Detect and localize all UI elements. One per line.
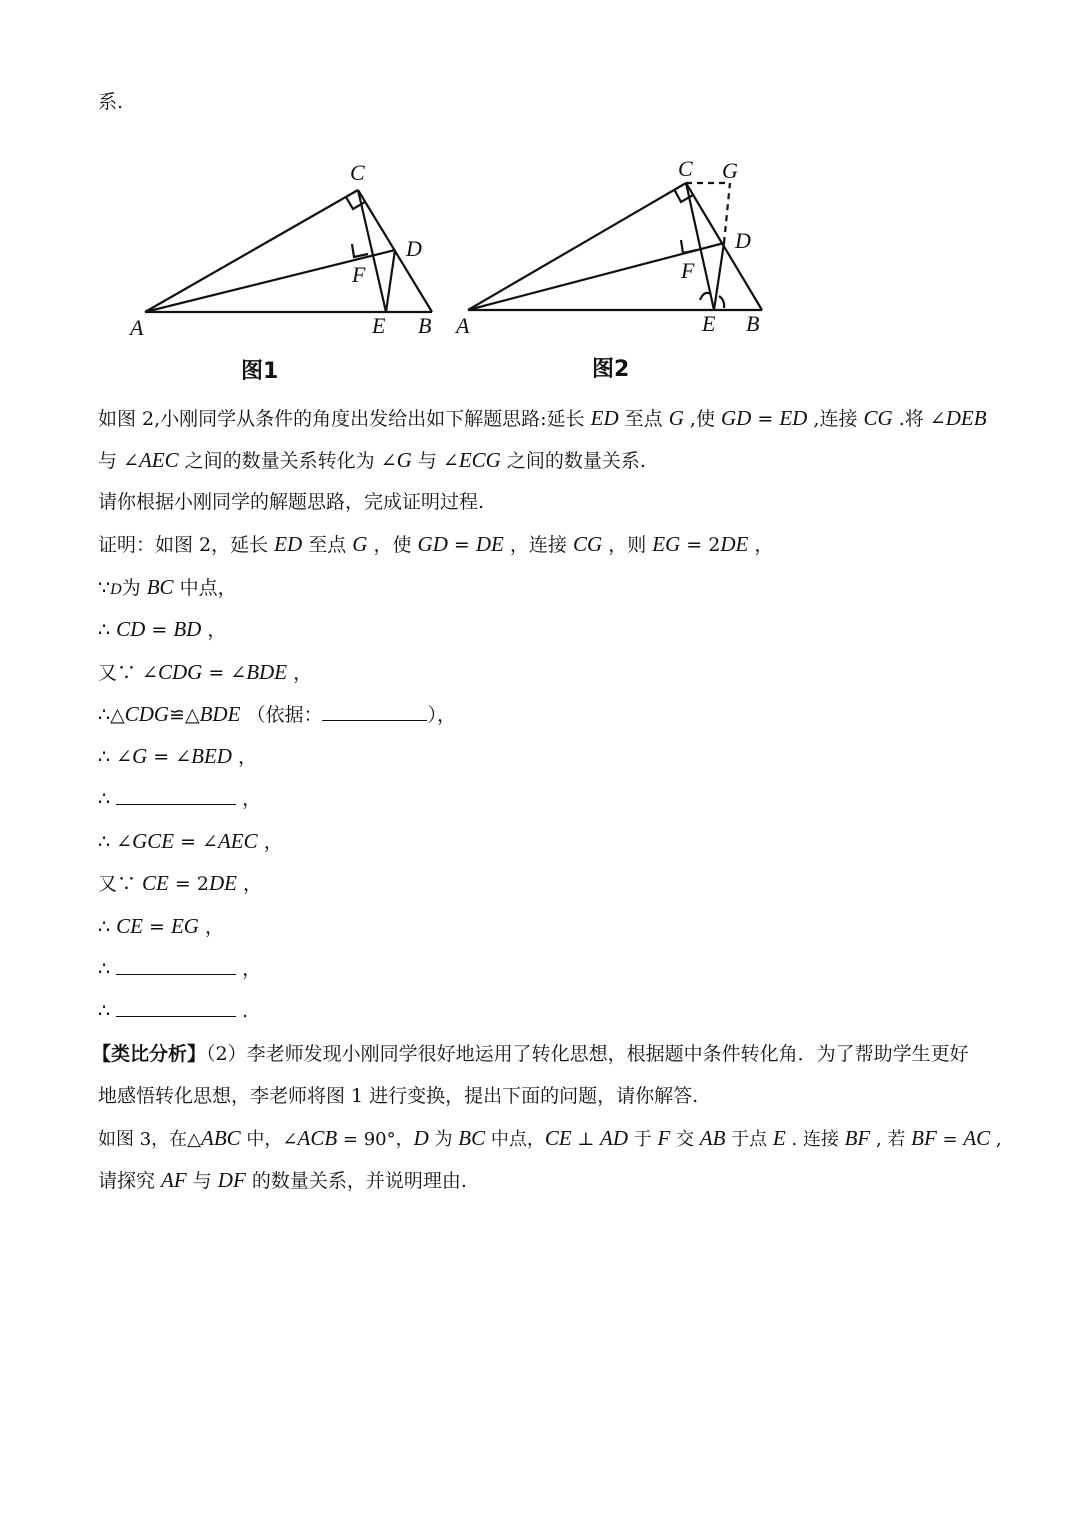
fig2-edge-dg [724, 183, 730, 243]
fig2-label-e: E [702, 311, 716, 336]
fig2-label-f: F [681, 258, 695, 283]
proof-line-7: ∴ ， [98, 788, 262, 810]
fig2-label-c: C [678, 156, 693, 181]
figures-svg [0, 0, 1080, 400]
fig1-label-a: A [130, 315, 144, 340]
fig2-angle-arc-left [700, 293, 711, 300]
figure-1-labels [128, 160, 431, 384]
analogy-line-1: 【类比分析】（2）李老师发现小刚同学很好地运用了转化思想，根据题中条件转化角．为了帮助学生更好 [92, 1043, 969, 1065]
fig1-label-f: F [352, 262, 366, 287]
proof-line-9: 又∵ CE = 2DE ， [98, 871, 263, 895]
idea-line-2: 与 ∠AEC 之间的数量关系转化为 ∠G 与 ∠ECG 之间的数量关系. [98, 448, 646, 472]
proof-line-3: ∴ CD = BD ， [98, 617, 227, 641]
fig2-edge-ac [468, 183, 686, 310]
answer-blank-1[interactable] [322, 702, 427, 721]
proof-line-5: ∴△CDG≌△BDE （依据： ）， [98, 702, 456, 726]
answer-blank-2[interactable] [116, 786, 236, 805]
fig1-label-b: B [418, 313, 432, 338]
idea-line-1: 如图 2,小刚同学从条件的角度出发给出如下解题思路:延长 ED 至点 G ,使 GD = ED ,连接 CG .将 ∠DEB [98, 406, 987, 430]
fig2-label-b: B [746, 311, 760, 336]
figure-2-labels [454, 156, 759, 382]
analogy-line-4: 请探究 AF 与 DF 的数量关系，并说明理由. [98, 1168, 467, 1192]
proof-line-4: 又∵ ∠CDG = ∠BDE ， [98, 660, 313, 684]
fig2-caption: 图2 [592, 357, 630, 382]
figure-2 [468, 183, 762, 310]
fig1-edge-de [386, 250, 395, 312]
proof-line-6: ∴ ∠G = ∠BED ， [98, 744, 258, 768]
proof-line-11: ∴ ， [98, 958, 262, 980]
proof-line-12: ∴ . [98, 1000, 249, 1022]
fig2-label-a: A [456, 313, 470, 338]
fig1-edge-ac [145, 190, 358, 312]
fig1-edge-ce [358, 190, 386, 312]
analogy-line-3: 如图 3，在△ABC 中，∠ACB = 90°，D 为 BC 中点，CE ⊥ AD 于 F 交 AB 于点 E . 连接 BF , 若 BF = AC , [98, 1126, 1002, 1150]
fig2-angle-arc-right [719, 296, 724, 308]
fig2-right-angle-f [681, 240, 697, 253]
header-tail: 系. [98, 91, 124, 113]
fig1-label-e: E [372, 313, 386, 338]
proof-line-10: ∴ CE = EG ， [98, 914, 225, 938]
proof-line-1: 证明：如图 2，延长 ED 至点 G ，使 GD = DE ，连接 CG ，则 EG = 2DE ， [98, 532, 774, 556]
proof-line-2: ∵D为 BC 中点， [98, 575, 237, 599]
fig1-label-d: D [406, 236, 422, 261]
fig2-label-g: G [722, 158, 738, 183]
answer-blank-4[interactable] [116, 998, 236, 1017]
proof-line-8: ∴ ∠GCE = ∠AEC ， [98, 829, 283, 853]
idea-line-3: 请你根据小刚同学的解题思路，完成证明过程. [98, 491, 485, 513]
fig1-caption: 图1 [241, 359, 279, 384]
fig1-right-angle-f [352, 244, 368, 257]
fig1-label-c: C [350, 160, 365, 185]
analogy-line-2: 地感悟转化思想，李老师将图 1 进行变换，提出下面的问题，请你解答. [98, 1085, 699, 1107]
answer-blank-3[interactable] [116, 956, 236, 975]
fig2-label-d: D [735, 228, 751, 253]
figure-1 [145, 190, 432, 312]
